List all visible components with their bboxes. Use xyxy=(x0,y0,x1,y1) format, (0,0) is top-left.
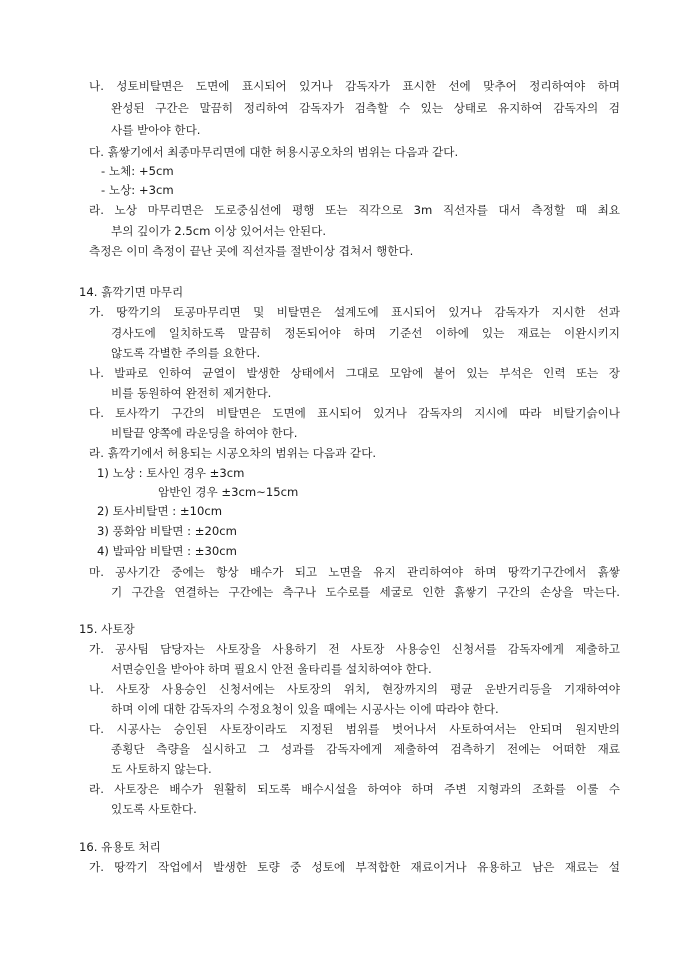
s14-tolerance-item: 2) 토사비탈면 : ±10cm xyxy=(97,504,222,518)
s14-na-line1: 나. 발파로 인하여 균열이 발생한 상태에서 그대로 모암에 붙어 있는 부석은 인력 또는 장 xyxy=(89,366,620,380)
s14-ga-line3: 않도록 각별한 주의를 요한다. xyxy=(111,346,261,360)
s14-ra-line1: 라. 흙깍기에서 허용되는 시공오차의 범위는 다음과 같다. xyxy=(89,446,377,460)
s14-tolerance-item: 4) 발파암 비탈면 : ±30cm xyxy=(97,544,237,558)
s14-da-line2: 비탈끝 양쪽에 라운딩을 하여야 한다. xyxy=(111,426,298,440)
section-16-heading: 16. 유용토 처리 xyxy=(79,840,161,854)
s14-ma-line2: 기 구간을 연결하는 구간에는 측구나 도수로를 세굴로 인한 흙쌓기 구간의 손상을 막는다. xyxy=(111,585,620,599)
s15-da-line3: 도 사토하지 않는다. xyxy=(111,762,212,776)
s15-da-line2: 종횡단 측량을 실시하고 그 성과를 감독자에게 제출하여 검측하기 전에는 어떠한 재료 xyxy=(111,742,620,756)
s15-da-line1: 다. 시공사는 승인된 사토장이라도 지정된 범위를 벗어나서 사토하여서는 안되며 원지반의 xyxy=(89,722,620,736)
section-14-heading: 14. 흙깍기면 마무리 xyxy=(79,285,184,299)
s13-na-line3: 사를 받아야 한다. xyxy=(111,123,201,137)
s15-ra-line2: 있도록 사토한다. xyxy=(111,802,197,816)
s13-tolerance-item: - 노체: +5cm xyxy=(101,164,174,178)
s15-na-line1: 나. 사토장 사용승인 신청서에는 사토장의 위치, 현장까지의 평균 운반거리등을 기재하여야 xyxy=(89,682,620,696)
s14-tolerance-item: 3) 풍화암 비탈면 : ±20cm xyxy=(97,524,237,538)
s14-tolerance-item: 암반인 경우 ±3cm∼15cm xyxy=(158,485,299,499)
s14-ga-line2: 경사도에 일치하도록 말끔히 정돈되어야 하며 기준선 이하에 있는 재료는 이완시키지 xyxy=(111,326,620,340)
s15-ga-line1: 가. 공사팀 담당자는 사토장을 사용하기 전 사토장 사용승인 신청서를 감독자에게 제출하고 xyxy=(89,642,620,656)
s15-na-line2: 하며 이에 대한 감독자의 수정요청이 있을 때에는 시공사는 이에 따라야 한다. xyxy=(111,702,499,716)
section-15-heading: 15. 사토장 xyxy=(79,622,135,636)
s13-na-line2: 완성된 구간은 말끔히 정리하여 감독자가 검측할 수 있는 상태로 유지하여 감독자의 검 xyxy=(111,101,620,115)
s13-ra-line2: 부의 깊이가 2.5cm 이상 있어서는 안된다. xyxy=(111,224,327,238)
s13-na-line1: 나. 성토비탈면은 도면에 표시되어 있거나 감독자가 표시한 선에 맞추어 정리하여야 하며 xyxy=(89,79,620,93)
s13-tolerance-item: - 노상: +3cm xyxy=(101,183,174,197)
s16-ga-line1: 가. 땅깍기 작업에서 발생한 토량 중 성토에 부적합한 재료이거나 유용하고 남은 재료는 설 xyxy=(89,860,620,874)
s13-ra-line1: 라. 노상 마무리면은 도로중심선에 평행 또는 직각으로 3m 직선자를 대서 측정할 때 최요 xyxy=(89,203,620,217)
s14-da-line1: 다. 토사깍기 구간의 비탈면은 도면에 표시되어 있거나 감독자의 지시에 따라 비탈기슭이나 xyxy=(89,406,620,420)
s15-ga-line2: 서면승인을 받아야 하며 필요시 안전 울타리를 설치하여야 한다. xyxy=(111,662,432,676)
s15-ra-line1: 라. 사토장은 배수가 원활히 되도록 배수시설을 하여야 하며 주변 지형과의 조화를 이룰 수 xyxy=(89,782,620,796)
s13-note: 측정은 이미 측정이 끝난 곳에 직선자를 절반이상 겹쳐서 행한다. xyxy=(89,244,414,258)
s13-da-line1: 다. 흙쌓기에서 최종마무리면에 대한 허용시공오차의 범위는 다음과 같다. xyxy=(89,145,459,159)
s14-na-line2: 비를 동원하여 완전히 제거한다. xyxy=(111,386,272,400)
s14-tolerance-item: 1) 노상 : 토사인 경우 ±3cm xyxy=(97,466,245,480)
s14-ga-line1: 가. 땅깍기의 토공마무리면 및 비탈면은 설계도에 표시되어 있거나 감독자가 지시한 선과 xyxy=(89,305,620,319)
s14-ma-line1: 마. 공사기간 중에는 항상 배수가 되고 노면을 유지 관리하여야 하며 땅깍기구간에서 흙쌓 xyxy=(89,565,620,579)
